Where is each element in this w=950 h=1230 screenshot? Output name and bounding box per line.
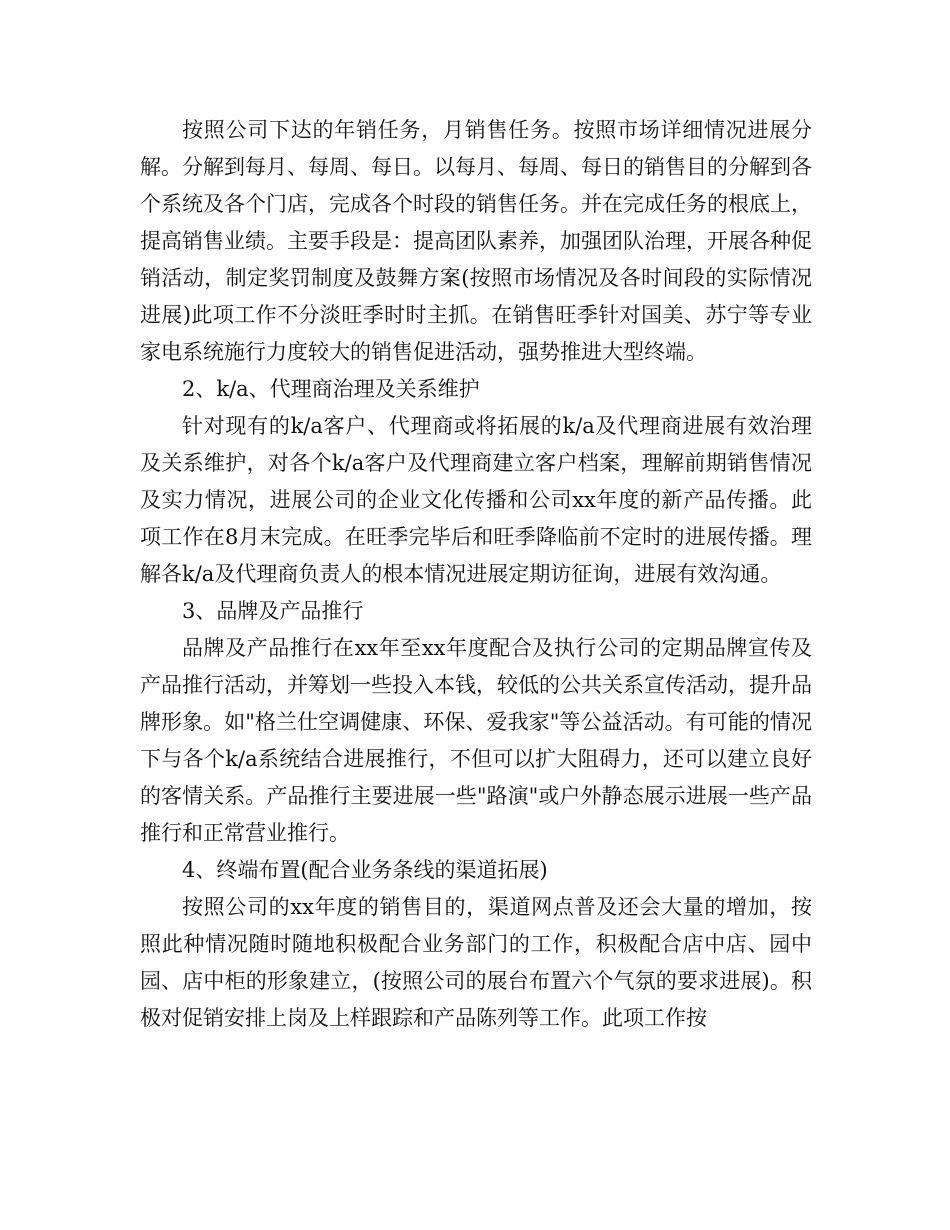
paragraph-terminal-layout: 按照公司的xx年度的销售目的，渠道网点普及还会大量的增加，按照此种情况随时随地积极配合业务部门的工作，积极配合店中店、园中园、店中柜的形象建立，(按照公司的展台布置六个气氛的要求进展)。积极对促销安排上岗及上样跟踪和产品陈列等工作。此项工作按 [140, 895, 812, 1030]
document-page [140, 112, 812, 1037]
heading-terminal-layout: 4、终端布置(配合业务条线的渠道拓展) [182, 858, 548, 882]
paragraph-brand-promotion: 品牌及产品推行在xx年至xx年度配合及执行公司的定期品牌宣传及产品推行活动，并筹划一些投入本钱，较低的公共关系宣传活动，提升品牌形象。如"格兰仕空调健康、环保、爱我家"等公益活动。有可能的情况下与各个k/a系统结合进展推行，不但可以扩大阻碍力，还可以建立良好的客情关系。产品推行主要进展一些"路演"或户外静态展示进展一些产品推行和正常营业推行。 [140, 636, 812, 845]
paragraph-sales-targets: 按照公司下达的年销任务，月销售任务。按照市场详细情况进展分解。分解到每月、每周、每日。以每月、每周、每日的销售目的分解到各个系统及各个门店，完成各个时段的销售任务。并在完成任务的根底上，提高销售业绩。主要手段是：提高团队素养，加强团队治理，开展各种促销活动，制定奖罚制度及鼓舞方案(按照市场情况及各时间段的实际情况进展)此项工作不分淡旺季时时主抓。在销售旺季针对国美、苏宁等专业家电系统施行力度较大的销售促进活动，强势推进大型终端。 [140, 118, 812, 364]
heading-ka-agent-management: 2、k/a、代理商治理及关系维护 [182, 377, 480, 401]
paragraph-ka-agent-management: 针对现有的k/a客户、代理商或将拓展的k/a及代理商进展有效治理及关系维护，对各个k/a客户及代理商建立客户档案，理解前期销售情况及实力情况，进展公司的企业文化传播和公司xx年度的新产品传播。此项工作在8月末完成。在旺季完毕后和旺季降临前不定时的进展传播。理解各k/a及代理商负责人的根本情况进展定期访征询，进展有效沟通。 [140, 414, 812, 586]
heading-brand-promotion: 3、品牌及产品推行 [182, 599, 364, 623]
